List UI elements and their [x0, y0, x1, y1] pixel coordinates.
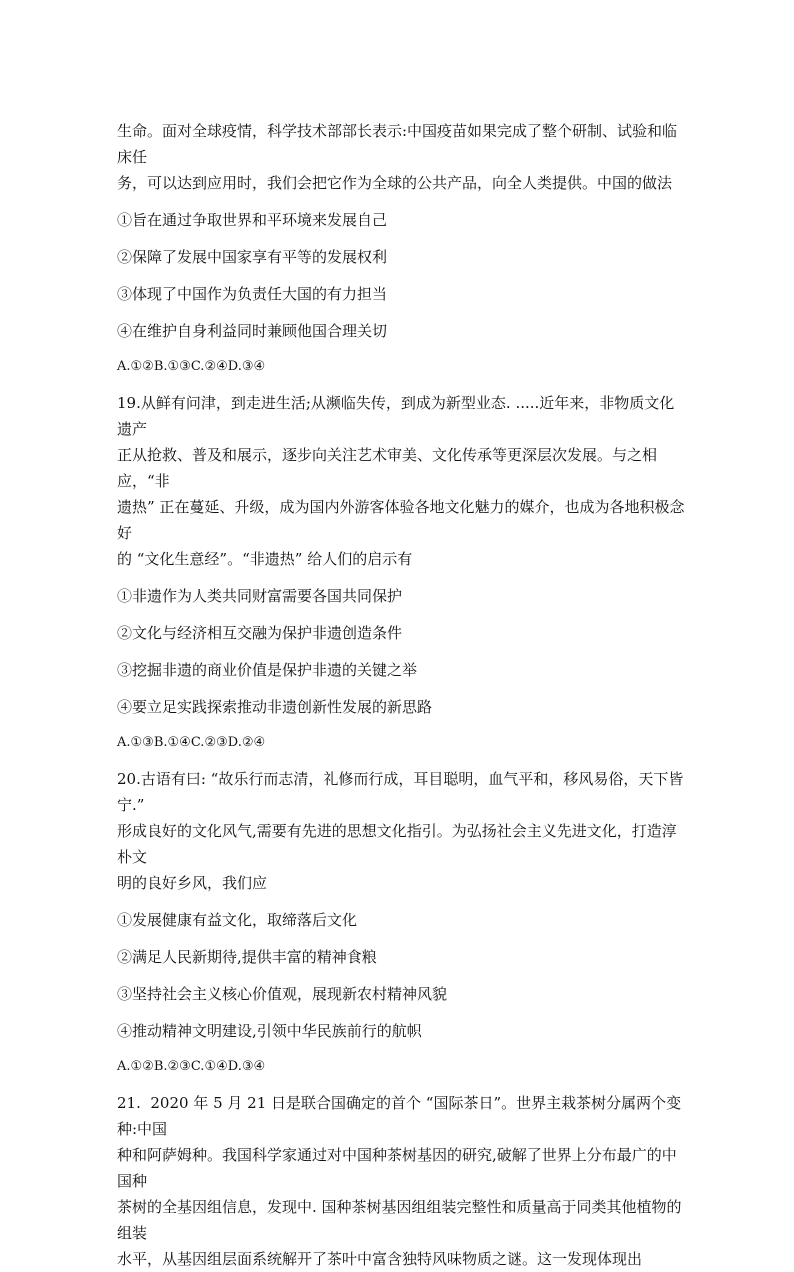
question-19-option-1: ①非遗作为人类共同财富需要各国共同保护	[117, 587, 403, 605]
question-20-option-3: ③坚持社会主义核心价值观，展现新农村精神风貌	[117, 985, 448, 1003]
question-18-stem-line-2: 务，可以达到应用时，我们会把它作为全球的公共产品，向全人类提供。中国的做法	[117, 174, 673, 192]
question-20-stem-line-2: 形成良好的文化风气,需要有先进的思想文化指引。为弘扬社会主义先进文化，打造淳朴文	[117, 822, 677, 866]
question-20-stem-line-3: 明的良好乡风，我们应	[117, 874, 268, 892]
question-18-stem-line-1: 生命。面对全球疫情，科学技术部部长表示:中国疫苗如果完成了整个研制、试验和临床任	[117, 122, 678, 166]
question-20-stem-line-1: 20.古语有曰: “故乐行而志清，礼修而行成，耳目聪明，血气平和，移风易俗，天下皆宁.”	[117, 770, 684, 814]
question-20-option-2: ②满足人民新期待,提供丰富的精神食粮	[117, 948, 377, 966]
question-18-answer-choices: A.①②B.①③C.②④D.③④	[117, 359, 266, 374]
document-page	[117, 118, 687, 1272]
question-21-stem-line-2: 种和阿萨姆种。我国科学家通过对中国种茶树基因的研究,破解了世界上分布最广的中国种	[117, 1146, 677, 1190]
question-18-option-3: ③体现了中国作为负责任大国的有力担当	[117, 285, 388, 303]
question-19	[117, 390, 687, 754]
question-21	[117, 1090, 687, 1272]
question-21-stem-line-1: 21. 2020 年 5 月 21 日是联合国确定的首个 “国际茶日”。世界主栽茶树分属两个变种:中国	[117, 1094, 682, 1138]
question-20-option-1: ①发展健康有益文化，取缔落后文化	[117, 911, 358, 929]
question-21-stem-line-3: 茶树的全基因组信息，发现中. 国种茶树基因组组装完整性和质量高于同类其他植物的组装	[117, 1198, 682, 1242]
question-19-stem-line-3: 遗热” 正在蔓延、升级，成为国内外游客体验各地文化魅力的媒介，也成为各地积极念好	[117, 498, 685, 542]
question-19-stem-line-1: 19.从鲜有问津，到走进生活;从濒临失传，到成为新型业态. .....近年来，非物质文化遗产	[117, 394, 675, 438]
question-18-option-2: ②保障了发展中国家享有平等的发展权利	[117, 248, 388, 266]
question-19-option-3: ③挖掘非遗的商业价值是保护非遗的关键之举	[117, 661, 418, 679]
question-20-answer-choices: A.①②B.②③C.①④D.③④	[117, 1059, 266, 1074]
question-20-option-4: ④推动精神文明建设,引领中华民族前行的航帜	[117, 1022, 422, 1040]
question-18	[117, 118, 687, 378]
question-18-option-4: ④在维护自身利益同时兼顾他国合理关切	[117, 322, 388, 340]
question-19-option-4: ④要立足实践探索推动非遗创新性发展的新思路	[117, 698, 433, 716]
question-19-stem-line-4: 的 “文化生意经”。“非遗热” 给人们的启示有	[117, 550, 413, 568]
question-19-stem-line-2: 正从抢救、普及和展示，逐步向关注艺术审美、文化传承等更深层次发展。与之相应，“非	[117, 446, 658, 490]
question-18-option-1: ①旨在通过争取世界和平环境来发展自己	[117, 211, 388, 229]
question-21-stem-line-4: 水平，从基因组层面系统解开了茶叶中富含独特风味物质之谜。这一发现体现出	[117, 1250, 643, 1268]
question-19-option-2: ②文化与经济相互交融为保护非遗创造条件	[117, 624, 403, 642]
question-20	[117, 766, 687, 1078]
question-19-answer-choices: A.①③B.①④C.②③D.②④	[117, 735, 266, 750]
